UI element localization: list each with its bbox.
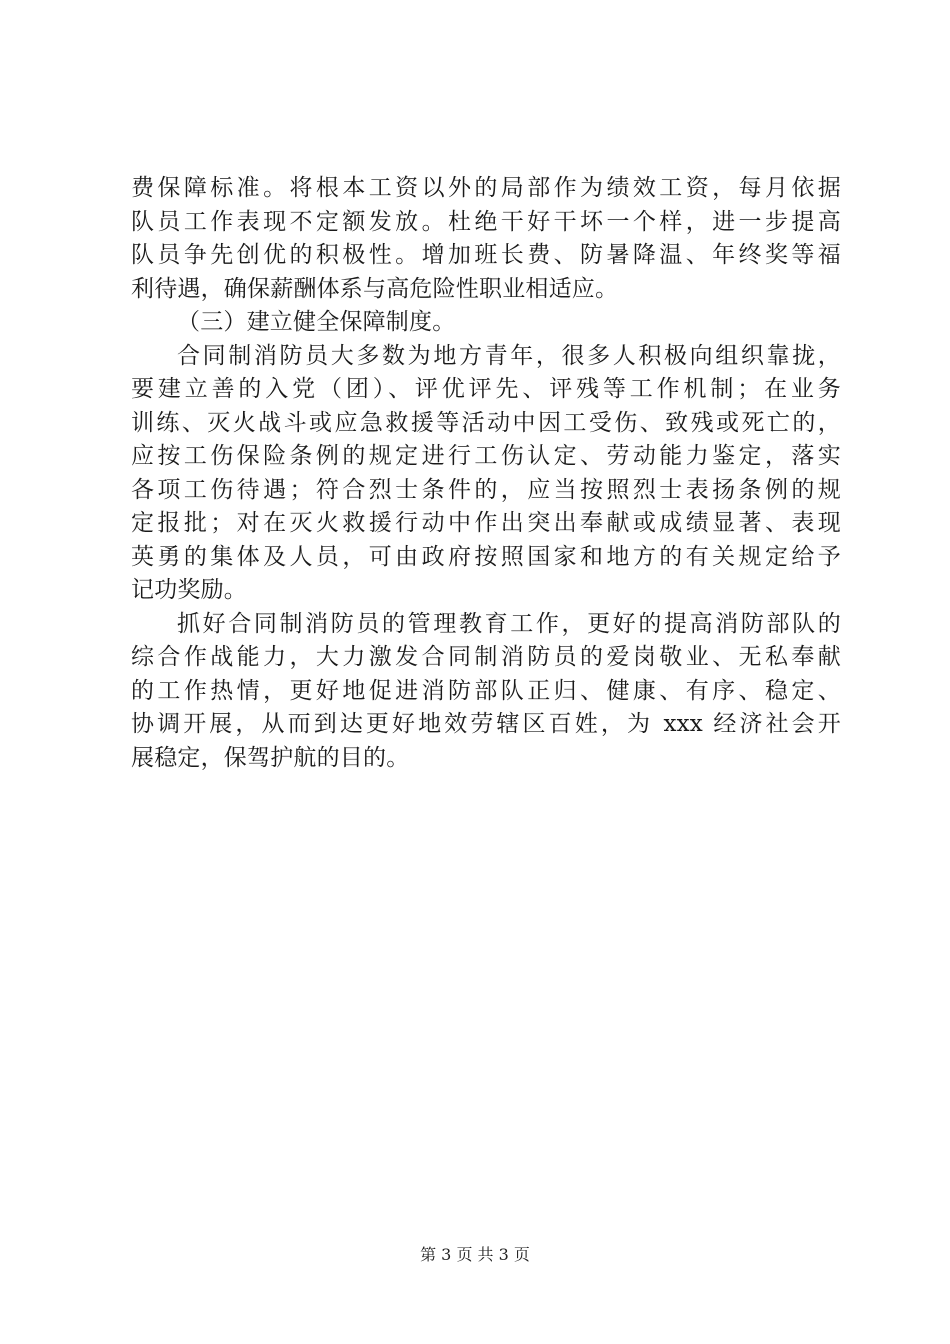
text-line: 队员工作表现不定额发放。杜绝干好干坏一个样，进一步提高 (131, 208, 841, 235)
text-line: 记功奖励。 (131, 577, 247, 603)
page-footer: 第 3 页 共 3 页 (420, 1245, 530, 1264)
text-line: 协调开展，从而到达更好地效劳辖区百姓，为 xxx 经济社会开 (131, 711, 841, 737)
text-line: 英勇的集体及人员，可由政府按照国家和地方的有关规定给予 (131, 543, 841, 570)
text-line: 队员争先创优的积极性。增加班长费、防暑降温、年终奖等福 (131, 242, 841, 268)
text-line: 利待遇，确保薪酬体系与高危险性职业相适应。 (131, 275, 619, 302)
text-line: 训练、灭火战斗或应急救援等活动中因工受伤、致残或死亡的， (131, 409, 841, 436)
text-line: 的工作热情，更好地促进消防部队正归、健康、有序、稳定、 (131, 677, 841, 704)
text-line: （三）建立健全保障制度。 (177, 309, 456, 335)
text-line: 应按工伤保险条例的规定进行工伤认定、劳动能力鉴定，落实 (131, 443, 841, 469)
text-line: 费保障标准。将根本工资以外的局部作为绩效工资，每月依据 (131, 175, 841, 201)
document-body (131, 172, 841, 775)
text-line: 要建立善的入党（团）、评优评先、评残等工作机制；在业务 (131, 376, 841, 402)
text-line: 展稳定，保驾护航的目的。 (131, 744, 410, 771)
text-line: 各项工伤待遇；符合烈士条件的，应当按照烈士表扬条例的规 (131, 476, 841, 503)
text-line: 抓好合同制消防员的管理教育工作，更好的提高消防部队的 (177, 610, 841, 637)
text-line: 综合作战能力，大力激发合同制消防员的爱岗敬业、无私奉献 (131, 644, 841, 670)
text-line: 定报批；对在灭火救援行动中作出突出奉献或成绩显著、表现 (131, 510, 841, 536)
text-line: 合同制消防员大多数为地方青年，很多人积极向组织靠拢， (177, 342, 841, 369)
